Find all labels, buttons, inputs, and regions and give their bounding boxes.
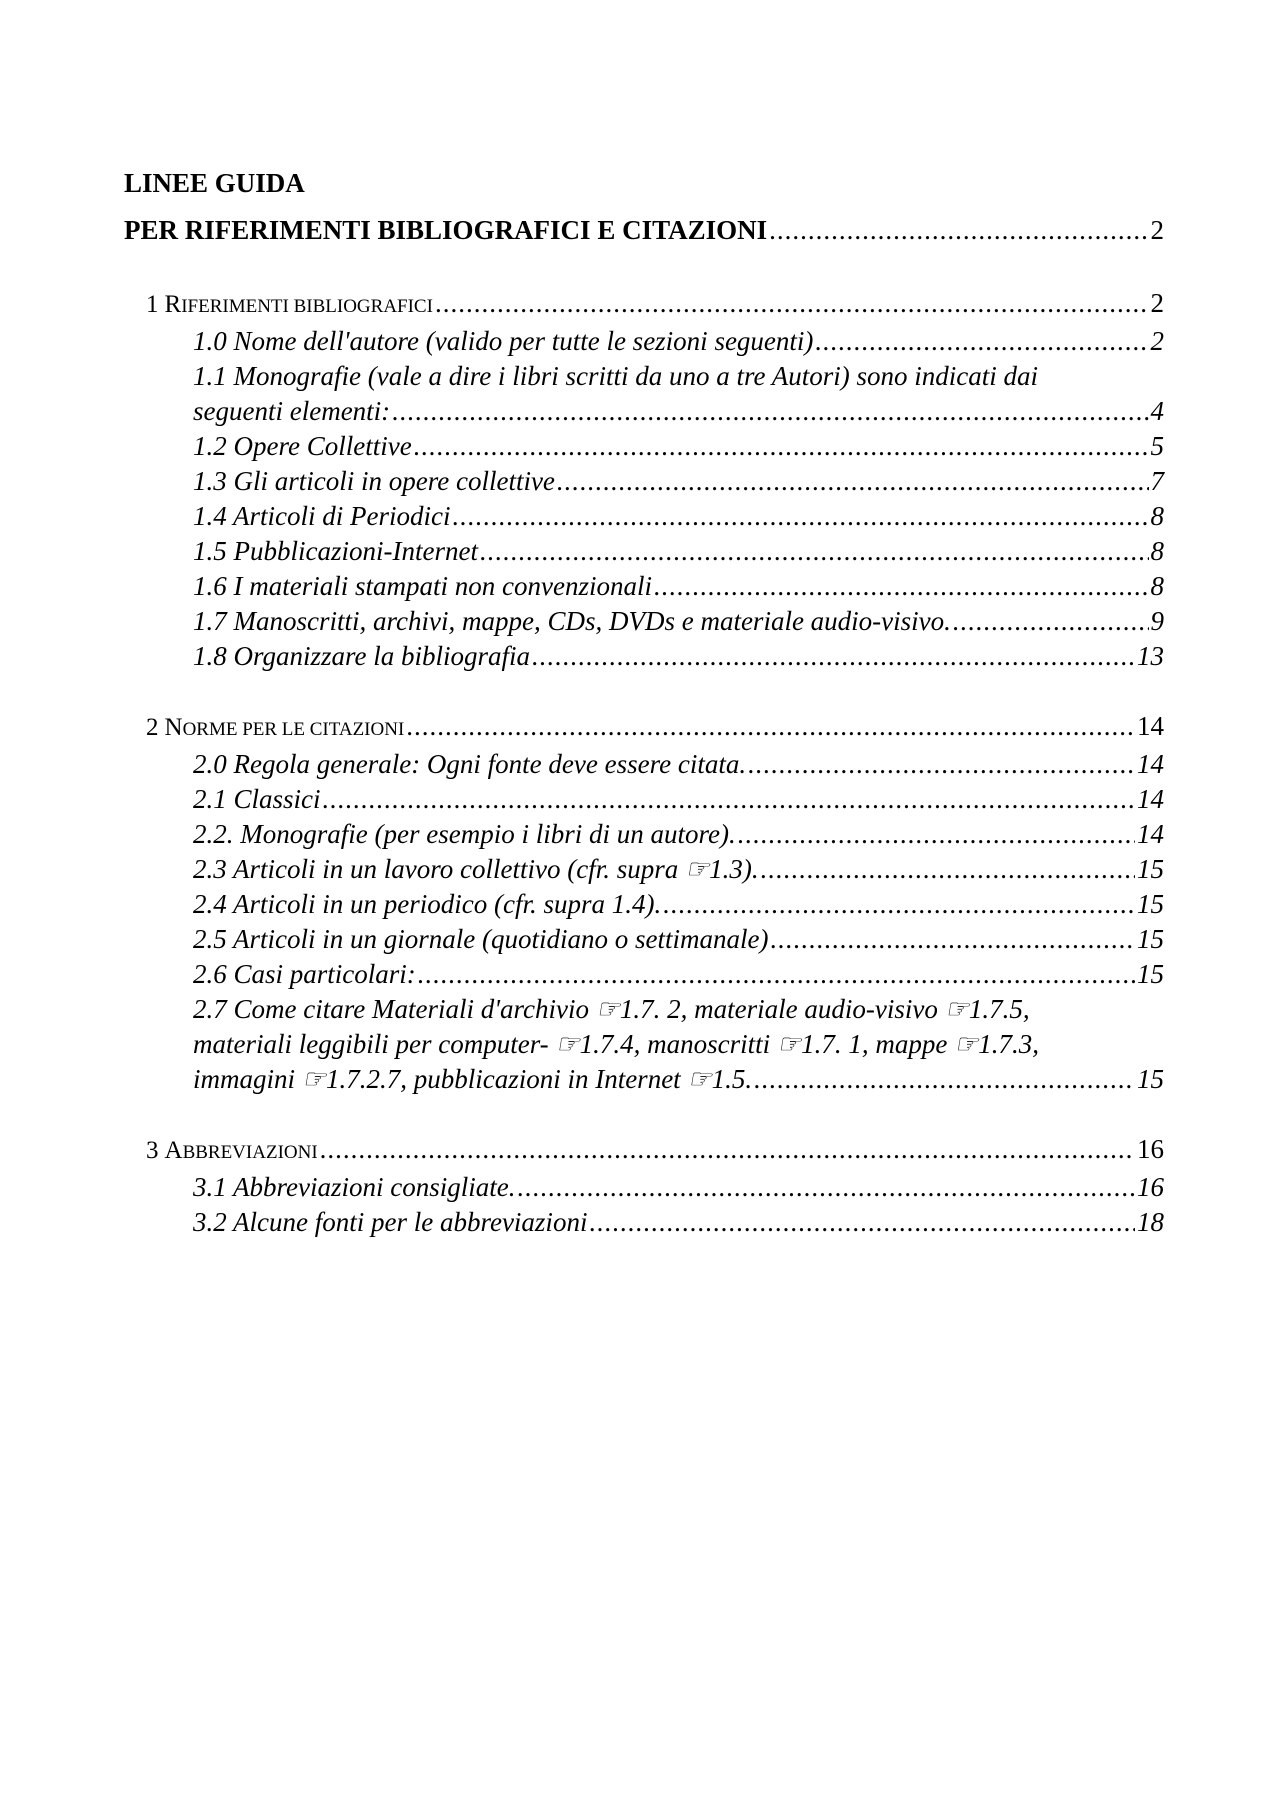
toc-entry[interactable] [193, 464, 1164, 499]
toc-entry-text: seguenti elementi: [193, 396, 391, 426]
toc-entry-line: 1.1 Monografie (vale a dire i libri scritti da uno a tre Autori) sono indicati dai [193, 361, 1038, 391]
toc-entry[interactable] [193, 747, 1164, 782]
toc-entry-page: 15 [1137, 854, 1164, 884]
toc-entry-last-line [193, 1062, 1164, 1097]
section-cap-first: N [164, 714, 183, 741]
toc-entry-page: 8 [1150, 501, 1164, 531]
toc-section-heading[interactable] [146, 286, 1164, 324]
section-spacer [124, 1097, 1164, 1132]
toc-entry-page: 14 [1137, 784, 1164, 814]
toc-entry-page: 7 [1150, 466, 1164, 496]
toc-sections [124, 286, 1164, 1240]
toc-entry[interactable] [193, 922, 1164, 957]
section-heading-text [146, 286, 433, 324]
dot-leader [589, 1205, 1135, 1240]
toc-entry[interactable] [193, 782, 1164, 817]
dot-leader [320, 1132, 1135, 1167]
toc-title-entry[interactable] [124, 213, 1164, 248]
section-cap-rest: IFERIMENTI BIBLIOGRAFICI [181, 296, 433, 317]
toc-entry[interactable] [193, 817, 1164, 852]
toc-entry-text: 1.7 Manoscritti, archivi, mappe, CDs, DVDs e materiale audio-visivo. [193, 606, 951, 636]
section-number: 2 [146, 714, 159, 741]
toc-entry-text: 1.2 Opere Collettive [193, 431, 412, 461]
toc-entry-text: 1.0 Nome dell'autore (valido per tutte le sezioni seguenti) [193, 326, 814, 356]
toc-entry-text: 1.5 Pubblicazioni-Internet [193, 536, 478, 566]
toc-entry[interactable] [193, 604, 1164, 639]
toc-entry-page: 15 [1137, 924, 1164, 954]
toc-subsections [193, 324, 1164, 674]
toc-entry-page: 18 [1137, 1207, 1164, 1237]
toc-entry-page: 16 [1137, 1172, 1164, 1202]
toc-entry[interactable] [193, 499, 1164, 534]
toc-section-1 [146, 286, 1164, 674]
toc-entry-text: 3.1 Abbreviazioni consigliate. [193, 1172, 516, 1202]
dot-leader [323, 782, 1135, 817]
dot-leader [754, 1062, 1135, 1097]
section-page: 2 [1150, 288, 1164, 318]
dot-leader [770, 922, 1135, 957]
dot-leader [769, 213, 1148, 248]
toc-entry[interactable] [193, 429, 1164, 464]
toc-entry-text: 1.4 Articoli di Periodici [193, 501, 451, 531]
toc-entry-last-line [193, 394, 1164, 429]
toc-entry[interactable] [193, 639, 1164, 674]
section-heading-text [146, 709, 404, 747]
toc-entry[interactable] [193, 957, 1164, 992]
toc-entry-page: 2 [1150, 326, 1164, 356]
toc-entry-page: 15 [1137, 889, 1164, 919]
toc-subsections [193, 747, 1164, 1097]
toc-entry-text: 2.6 Casi particolari: [193, 959, 416, 989]
dot-leader [414, 429, 1149, 464]
toc-entry-text: immagini ☞1.7.2.7, pubblicazioni in Internet ☞1.5. [193, 1064, 753, 1094]
toc-entry-line: 2.7 Come citare Materiali d'archivio ☞1.7. 2, materiale audio-visivo ☞1.7.5, [193, 994, 1030, 1024]
toc-entry[interactable] [193, 1205, 1164, 1240]
dot-leader [532, 639, 1135, 674]
toc-entry-page: 14 [1137, 819, 1164, 849]
dot-leader [815, 324, 1148, 359]
toc-subsections [193, 1170, 1164, 1240]
dot-leader [406, 709, 1135, 744]
toc-entry-text: 2.4 Articoli in un periodico (cfr. supra 1.4). [193, 889, 662, 919]
section-heading-text [146, 1132, 318, 1170]
toc-entry-text: 2.3 Articoli in un lavoro collettivo (cfr. supra ☞1.3). [193, 854, 759, 884]
toc-entry-page: 15 [1137, 959, 1164, 989]
toc-title-line1: LINEE GUIDA [124, 168, 305, 198]
section-page: 16 [1137, 1134, 1164, 1164]
dot-leader [392, 394, 1148, 429]
toc-entry-text: 2.5 Articoli in un giornale (quotidiano o settimanale) [193, 924, 769, 954]
toc-section-2 [146, 709, 1164, 1097]
toc-entry-text: 2.0 Regola generale: Ogni fonte deve essere citata. [193, 749, 747, 779]
section-number: 3 [146, 1137, 159, 1164]
toc-entry[interactable] [193, 887, 1164, 922]
toc-entry-multiline[interactable] [193, 992, 1164, 1097]
toc-entry-multiline[interactable] [193, 359, 1164, 429]
dot-leader [452, 499, 1148, 534]
dot-leader [517, 1170, 1135, 1205]
section-cap-rest: BBREVIAZIONI [182, 1142, 318, 1163]
toc-entry-text: 2.2. Monografie (per esempio i libri di un autore). [193, 819, 736, 849]
toc-entry-page: 4 [1150, 396, 1164, 426]
section-number: 1 [146, 291, 159, 318]
toc-entry-text: 1.6 I materiali stampati non convenzionali [193, 571, 652, 601]
toc-section-heading[interactable] [146, 1132, 1164, 1170]
section-cap-first: A [164, 1137, 183, 1164]
toc-entry-text: 2.1 Classici [193, 784, 321, 814]
table-of-contents [124, 166, 1164, 1240]
toc-entry-page: 13 [1137, 641, 1164, 671]
section-cap-rest: ORME PER LE CITAZIONI [182, 719, 405, 740]
toc-entry-page: 8 [1150, 571, 1164, 601]
toc-title-line2: PER RIFERIMENTI BIBLIOGRAFICI E CITAZIONI [124, 215, 768, 245]
dot-leader [557, 464, 1149, 499]
toc-entry-page: 8 [1150, 536, 1164, 566]
section-spacer [124, 674, 1164, 709]
toc-entry-text: 3.2 Alcune fonti per le abbreviazioni [193, 1207, 588, 1237]
toc-entry-line: materiali leggibili per computer- ☞1.7.4, manoscritti ☞1.7. 1, mappe ☞1.7.3, [193, 1029, 1040, 1059]
dot-leader [654, 569, 1149, 604]
toc-entry-page: 5 [1150, 431, 1164, 461]
toc-section-3 [146, 1132, 1164, 1240]
dot-leader [738, 817, 1135, 852]
toc-entry[interactable] [193, 324, 1164, 359]
toc-entry[interactable] [193, 569, 1164, 604]
section-cap-first: R [164, 291, 182, 318]
dot-leader [748, 747, 1135, 782]
dot-leader [480, 534, 1149, 569]
toc-entry[interactable] [193, 852, 1164, 887]
dot-leader [435, 286, 1149, 321]
toc-title-page: 2 [1150, 215, 1164, 245]
toc-entry-page: 14 [1137, 749, 1164, 779]
dot-leader [953, 604, 1149, 639]
dot-leader [663, 887, 1135, 922]
toc-section-heading[interactable] [146, 709, 1164, 747]
toc-entry-text: 1.3 Gli articoli in opere collettive [193, 466, 555, 496]
section-page: 14 [1137, 711, 1164, 741]
toc-entry-text: 1.8 Organizzare la bibliografia [193, 641, 531, 671]
dot-leader [761, 852, 1135, 887]
dot-leader [418, 957, 1135, 992]
toc-entry[interactable] [193, 1170, 1164, 1205]
toc-entry[interactable] [193, 534, 1164, 569]
toc-entry-page: 9 [1150, 606, 1164, 636]
toc-entry-page: 15 [1137, 1064, 1164, 1094]
